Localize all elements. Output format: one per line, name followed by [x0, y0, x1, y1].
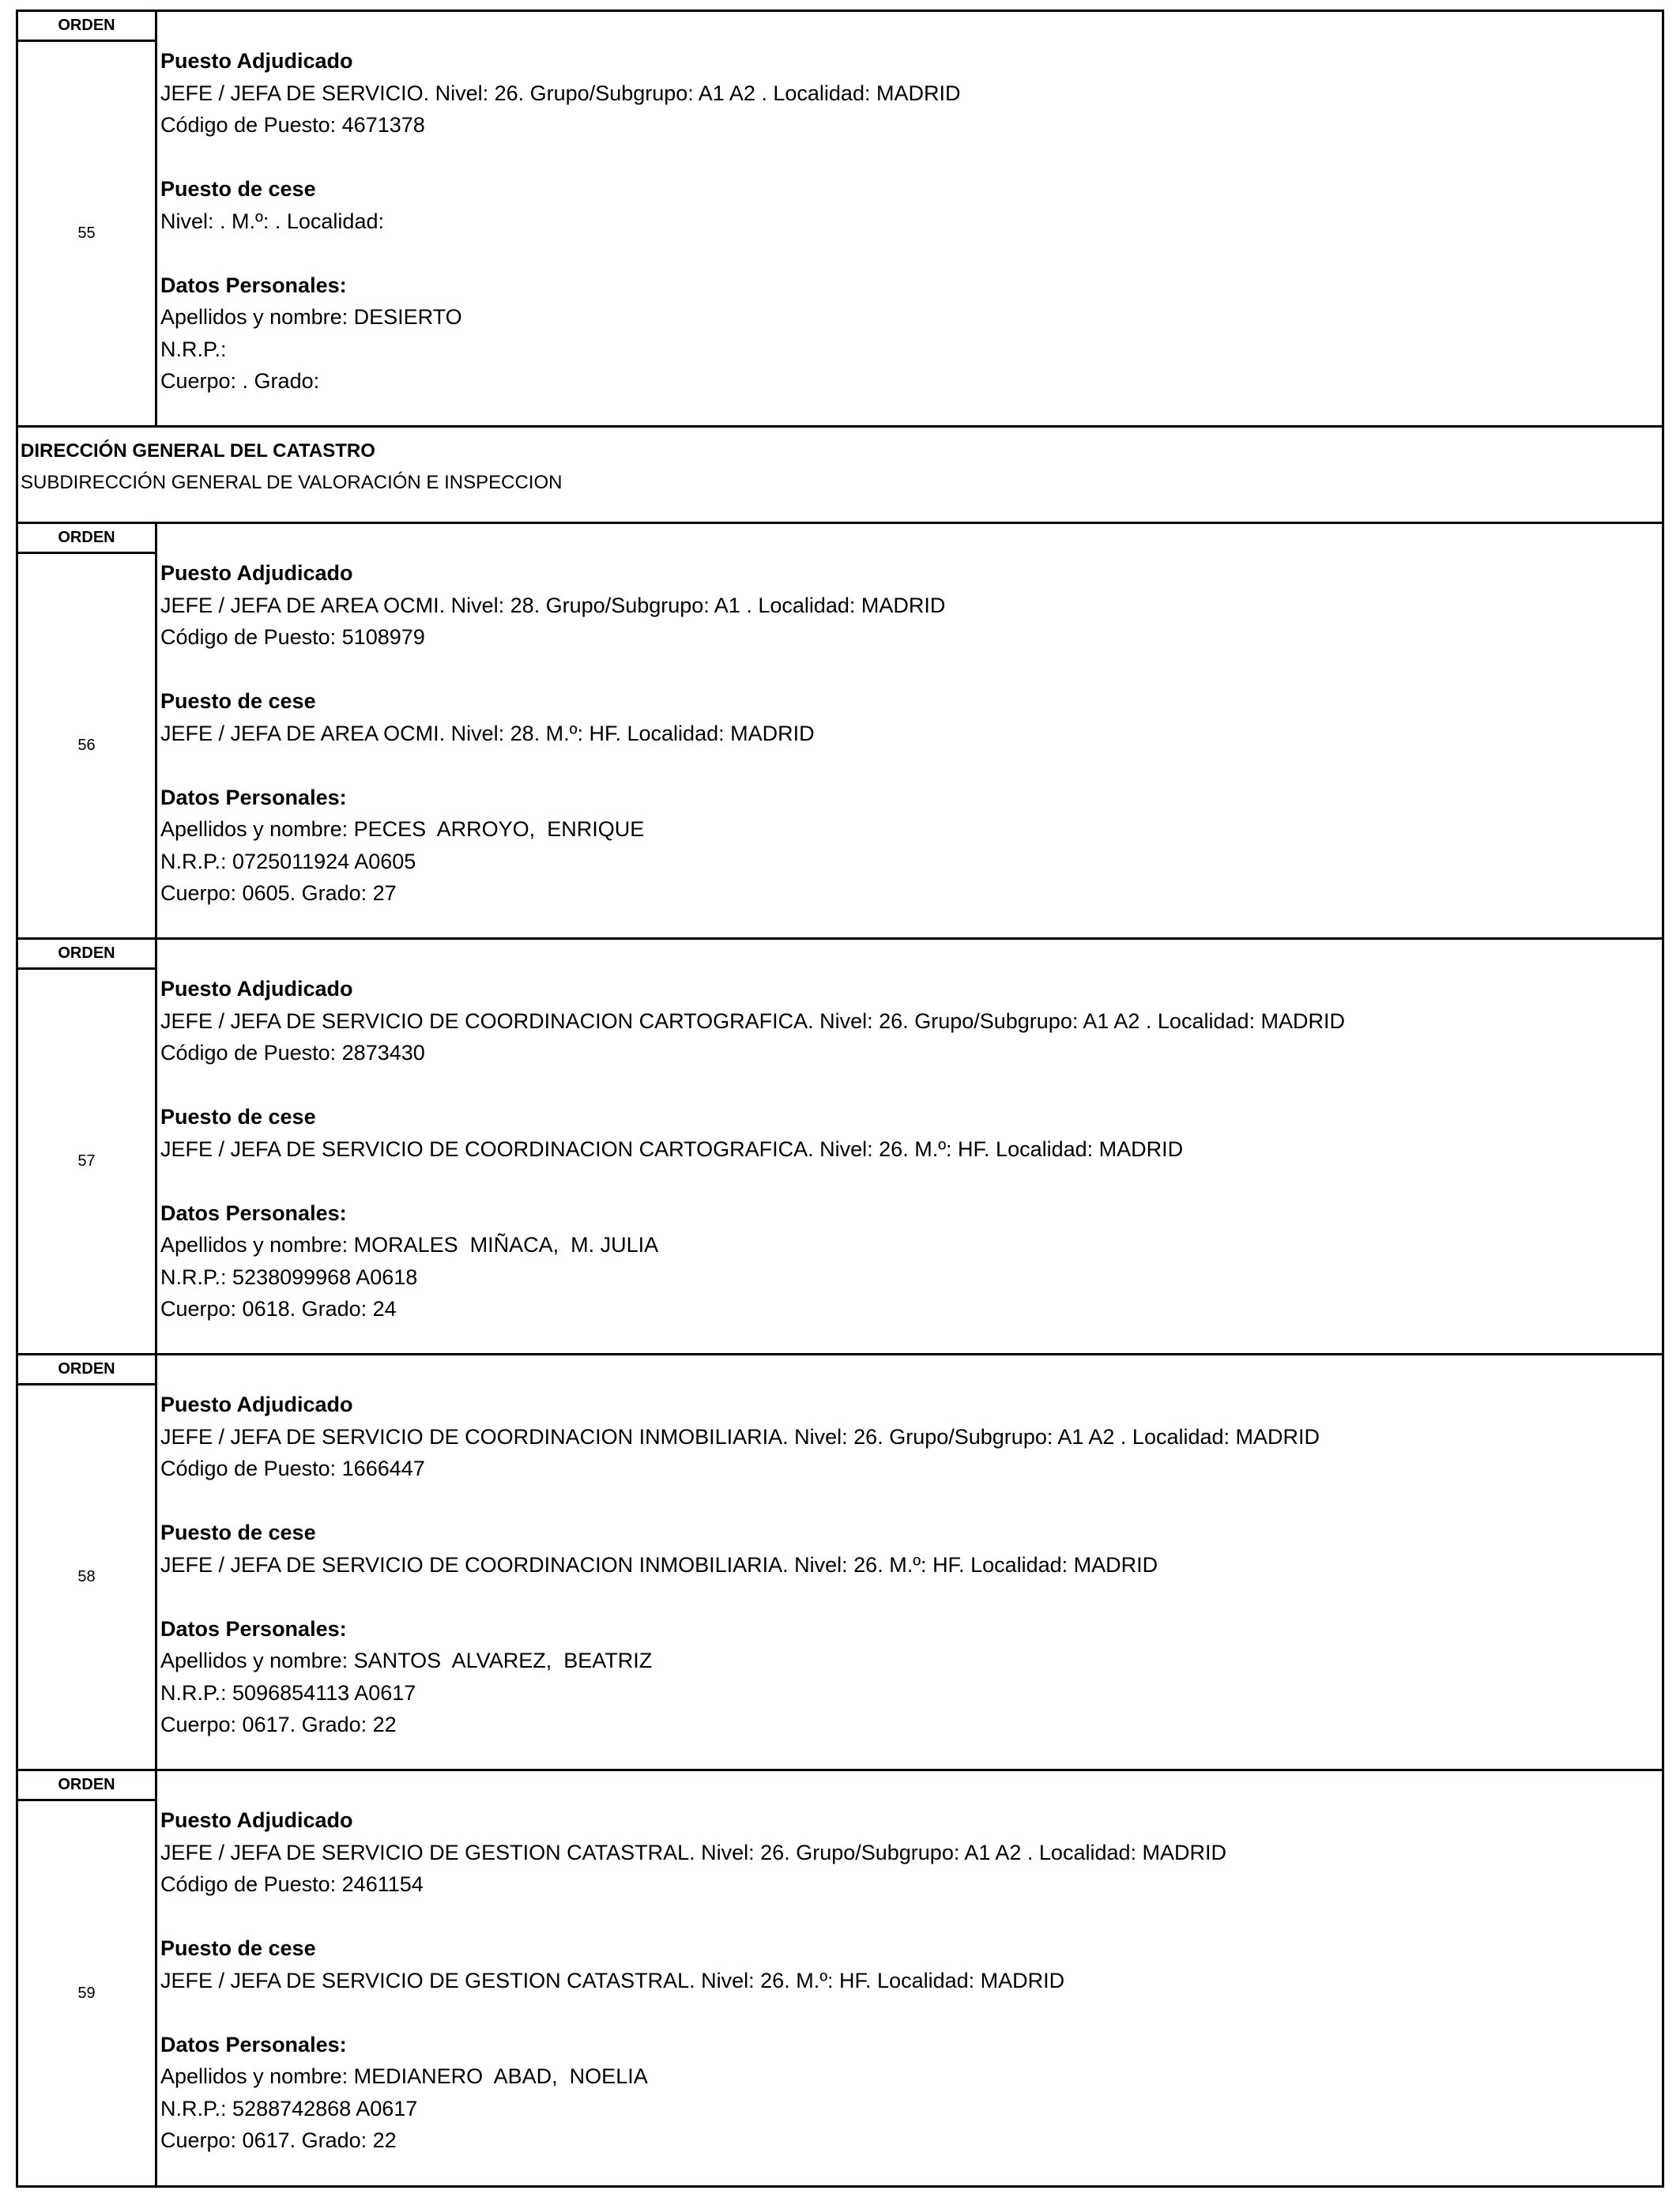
record-content — [157, 12, 1662, 425]
record-row — [18, 12, 1662, 428]
spacer — [160, 237, 1662, 270]
spacer — [160, 1485, 1662, 1517]
cuerpo-grado: Cuerpo: 0605. Grado: 27 — [160, 881, 397, 905]
spacer — [160, 1996, 1662, 2029]
puesto-cese-heading: Puesto de cese — [160, 177, 316, 201]
direccion-general: DIRECCIÓN GENERAL DEL CATASTRO — [21, 440, 375, 462]
apellidos-nombre: Apellidos y nombre: PECES ARROYO, ENRIQUE — [160, 817, 645, 841]
orden-number: 55 — [77, 224, 96, 242]
spacer — [160, 1901, 1662, 1933]
nrp: N.R.P.: 5096854113 A0617 — [160, 1680, 416, 1705]
orden-number: 57 — [77, 1152, 96, 1170]
nrp: N.R.P.: — [160, 337, 227, 361]
document-table — [16, 9, 1664, 2188]
cuerpo-grado: Cuerpo: . Grado: — [160, 369, 320, 393]
orden-column — [18, 12, 157, 425]
subdireccion-general: SUBDIRECCIÓN GENERAL DE VALORACIÓN E INSPECCION — [21, 472, 563, 493]
puesto-adjudicado-line: JEFE / JEFA DE SERVICIO DE GESTION CATASTRAL. Nivel: 26. Grupo/Subgrupo: A1 A2 . Localidad: MADRID — [160, 1840, 1227, 1864]
orden-header: ORDEN — [18, 940, 155, 970]
puesto-adjudicado-heading: Puesto Adjudicado — [160, 561, 353, 585]
puesto-adjudicado-line: JEFE / JEFA DE AREA OCMI. Nivel: 28. Grupo/Subgrupo: A1 . Localidad: MADRID — [160, 593, 946, 617]
puesto-cese-heading: Puesto de cese — [160, 689, 316, 713]
cuerpo-grado: Cuerpo: 0618. Grado: 24 — [160, 1297, 397, 1321]
codigo-puesto: Código de Puesto: 2461154 — [160, 1872, 424, 1896]
record-content — [157, 940, 1662, 1353]
puesto-adjudicado-line: JEFE / JEFA DE SERVICIO DE COORDINACION CARTOGRAFICA. Nivel: 26. Grupo/Subgrupo: A1 A2 . Localidad: MADRID — [160, 1008, 1346, 1033]
spacer — [160, 1069, 1662, 1102]
nrp: N.R.P.: 0725011924 A0605 — [160, 849, 416, 873]
spacer — [160, 1581, 1662, 1613]
datos-personales-heading: Datos Personales: — [160, 785, 347, 809]
spacer — [160, 141, 1662, 174]
orden-header: ORDEN — [18, 524, 155, 554]
datos-personales-heading: Datos Personales: — [160, 2032, 347, 2056]
apellidos-nombre: Apellidos y nombre: SANTOS ALVAREZ, BEATRIZ — [160, 1649, 653, 1672]
puesto-cese-heading: Puesto de cese — [160, 1105, 316, 1129]
spacer — [160, 749, 1662, 782]
section-header — [18, 428, 1662, 524]
spacer — [160, 1165, 1662, 1197]
spacer — [160, 654, 1662, 686]
record-row — [18, 1355, 1662, 1771]
puesto-adjudicado-heading: Puesto Adjudicado — [160, 1393, 353, 1416]
datos-personales-heading: Datos Personales: — [160, 1201, 347, 1225]
record-content — [157, 524, 1662, 937]
nrp: N.R.P.: 5288742868 A0617 — [160, 2096, 418, 2120]
puesto-adjudicado-heading: Puesto Adjudicado — [160, 49, 353, 73]
puesto-cese-line: Nivel: . M.º: . Localidad: — [160, 209, 384, 233]
puesto-adjudicado-line: JEFE / JEFA DE SERVICIO DE COORDINACION INMOBILIARIA. Nivel: 26. Grupo/Subgrupo: A1 A2 . Localidad: MADRID — [160, 1424, 1320, 1449]
record-row — [18, 940, 1662, 1355]
cuerpo-grado: Cuerpo: 0617. Grado: 22 — [160, 2128, 397, 2152]
codigo-puesto: Código de Puesto: 1666447 — [160, 1457, 425, 1480]
orden-column — [18, 524, 157, 937]
puesto-cese-line: JEFE / JEFA DE SERVICIO DE COORDINACION CARTOGRAFICA. Nivel: 26. M.º: HF. Localidad: MADRID — [160, 1137, 1184, 1161]
record-row — [18, 1771, 1662, 2188]
puesto-cese-heading: Puesto de cese — [160, 1936, 316, 1960]
datos-personales-heading: Datos Personales: — [160, 1616, 347, 1641]
apellidos-nombre: Apellidos y nombre: MEDIANERO ABAD, NOELIA — [160, 2064, 648, 2088]
puesto-cese-line: JEFE / JEFA DE SERVICIO DE GESTION CATASTRAL. Nivel: 26. M.º: HF. Localidad: MADRID — [160, 1968, 1065, 1992]
puesto-cese-heading: Puesto de cese — [160, 1521, 316, 1544]
orden-column — [18, 940, 157, 1353]
puesto-adjudicado-heading: Puesto Adjudicado — [160, 977, 353, 1001]
orden-number: 58 — [77, 1568, 96, 1585]
puesto-adjudicado-heading: Puesto Adjudicado — [160, 1808, 353, 1832]
puesto-adjudicado-line: JEFE / JEFA DE SERVICIO. Nivel: 26. Grupo/Subgrupo: A1 A2 . Localidad: MADRID — [160, 81, 961, 105]
nrp: N.R.P.: 5238099968 A0618 — [160, 1265, 418, 1289]
codigo-puesto: Código de Puesto: 5108979 — [160, 625, 425, 649]
puesto-cese-line: JEFE / JEFA DE SERVICIO DE COORDINACION INMOBILIARIA. Nivel: 26. M.º: HF. Localidad: MADRID — [160, 1552, 1158, 1577]
cuerpo-grado: Cuerpo: 0617. Grado: 22 — [160, 1713, 397, 1736]
codigo-puesto: Código de Puesto: 2873430 — [160, 1041, 425, 1065]
codigo-puesto: Código de Puesto: 4671378 — [160, 113, 425, 137]
datos-personales-heading: Datos Personales: — [160, 273, 347, 297]
apellidos-nombre: Apellidos y nombre: MORALES MIÑACA, M. JULIA — [160, 1233, 659, 1257]
orden-header: ORDEN — [18, 1355, 155, 1385]
orden-header: ORDEN — [18, 12, 155, 42]
record-row — [18, 524, 1662, 940]
record-content — [157, 1355, 1662, 1769]
orden-column — [18, 1771, 157, 2185]
apellidos-nombre: Apellidos y nombre: DESIERTO — [160, 305, 462, 329]
puesto-cese-line: JEFE / JEFA DE AREA OCMI. Nivel: 28. M.º: HF. Localidad: MADRID — [160, 721, 815, 745]
orden-header: ORDEN — [18, 1771, 155, 1801]
record-content — [157, 1771, 1662, 2185]
orden-column — [18, 1355, 157, 1769]
orden-number: 56 — [77, 737, 96, 754]
orden-number: 59 — [77, 1984, 96, 2002]
